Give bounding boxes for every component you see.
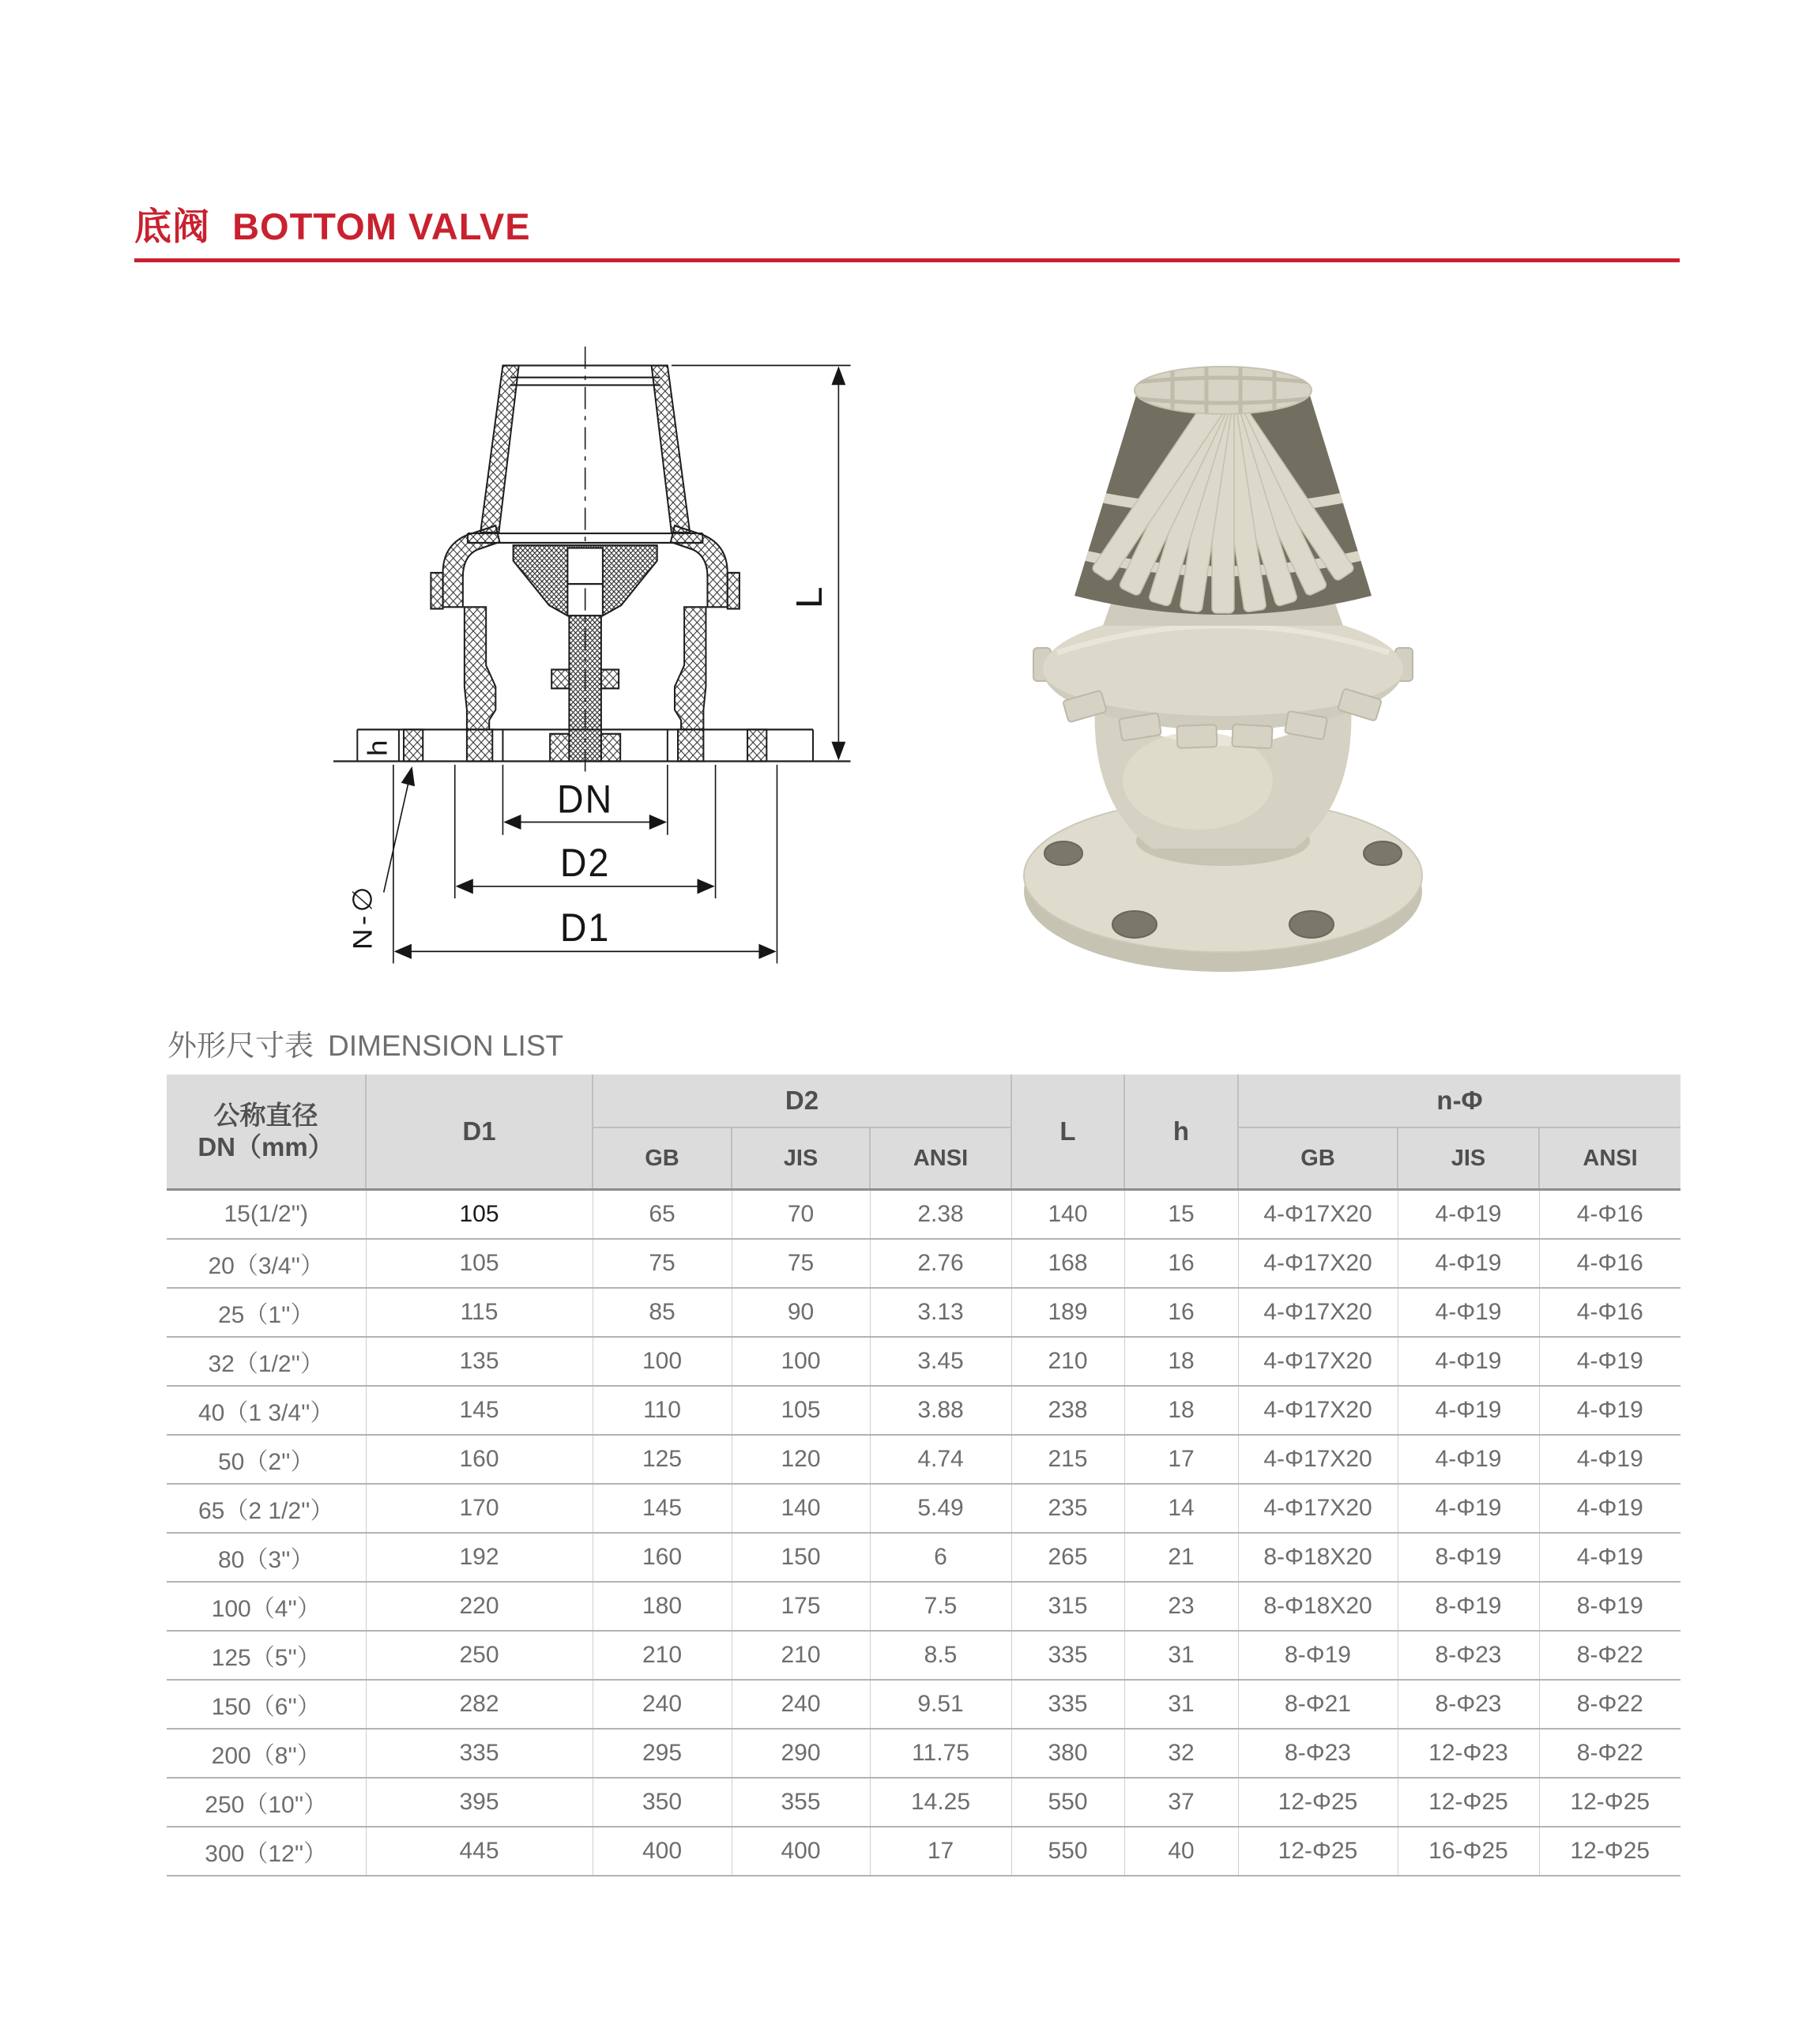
header-nphi-jis: JIS [1398, 1127, 1539, 1190]
table-cell: 145 [366, 1386, 593, 1435]
table-cell: 16 [1124, 1239, 1238, 1288]
table-cell: 215 [1011, 1435, 1124, 1484]
table-row [167, 1631, 1680, 1680]
table-cell: 4-Φ19 [1539, 1337, 1680, 1386]
table-cell: 3.45 [870, 1337, 1011, 1386]
page-title-en: BOTTOM VALVE [232, 205, 531, 247]
table-cell: 31 [1124, 1680, 1238, 1729]
label-l: L [788, 585, 830, 609]
cell-dn-size: 100（4''） [167, 1582, 366, 1631]
table-cell: 210 [732, 1631, 870, 1680]
header-nphi-group: n-Φ [1238, 1075, 1680, 1127]
table-cell: 4-Φ19 [1398, 1288, 1539, 1337]
table-cell: 8-Φ21 [1238, 1680, 1398, 1729]
table-row [167, 1533, 1680, 1582]
dimension-table-body [167, 1190, 1680, 1876]
label-h: h [362, 740, 393, 756]
table-cell: 32 [1124, 1729, 1238, 1778]
table-cell: 4-Φ19 [1398, 1337, 1539, 1386]
cell-dn-size: 32（1/2''） [167, 1337, 366, 1386]
table-cell: 7.5 [870, 1582, 1011, 1631]
table-cell: 335 [366, 1729, 593, 1778]
table-cell: 75 [593, 1239, 732, 1288]
table-cell: 295 [593, 1729, 732, 1778]
cell-dn-size: 250（10''） [167, 1778, 366, 1827]
dimension-table-wrap [167, 1075, 1680, 1876]
table-cell: 160 [366, 1435, 593, 1484]
table-cell: 145 [593, 1484, 732, 1533]
photo-union-nut [1033, 610, 1413, 748]
table-cell: 140 [1011, 1190, 1124, 1240]
cell-dn-size: 15(1/2'') [167, 1190, 366, 1240]
table-cell: 335 [1011, 1680, 1124, 1729]
cell-dn-size: 200（8''） [167, 1729, 366, 1778]
table-cell: 2.76 [870, 1239, 1011, 1288]
bolt-hole [1364, 841, 1402, 865]
dimension-table [167, 1075, 1680, 1876]
leader-n-phi [348, 768, 412, 950]
table-cell: 192 [366, 1533, 593, 1582]
table-row [167, 1190, 1680, 1240]
table-cell: 8-Φ22 [1539, 1729, 1680, 1778]
table-cell: 315 [1011, 1582, 1124, 1631]
photo-strainer-cage [1074, 367, 1372, 615]
table-cell: 220 [366, 1582, 593, 1631]
cell-dn-size: 300（12''） [167, 1827, 366, 1876]
header-d2-group: D2 [593, 1075, 1011, 1127]
header-d1: D1 [366, 1075, 593, 1190]
table-cell: 12-Φ25 [1238, 1778, 1398, 1827]
table-cell: 4-Φ17X20 [1238, 1484, 1398, 1533]
header-d2-ansi: ANSI [870, 1127, 1011, 1190]
table-cell: 550 [1011, 1827, 1124, 1876]
table-cell: 168 [1011, 1239, 1124, 1288]
table-row [167, 1778, 1680, 1827]
table-cell: 170 [366, 1484, 593, 1533]
table-row [167, 1582, 1680, 1631]
label-d1: D1 [559, 905, 611, 950]
table-cell: 4-Φ16 [1539, 1239, 1680, 1288]
table-cell: 355 [732, 1778, 870, 1827]
table-cell: 8-Φ22 [1539, 1680, 1680, 1729]
header-nominal-diameter [167, 1075, 366, 1190]
table-cell: 11.75 [870, 1729, 1011, 1778]
table-cell: 8-Φ18X20 [1238, 1533, 1398, 1582]
table-cell: 12-Φ25 [1398, 1778, 1539, 1827]
table-cell: 240 [593, 1680, 732, 1729]
table-cell: 5.49 [870, 1484, 1011, 1533]
table-cell: 350 [593, 1778, 732, 1827]
table-cell: 282 [366, 1680, 593, 1729]
header-d2-gb: GB [593, 1127, 732, 1190]
cell-dn-size: 125（5''） [167, 1631, 366, 1680]
table-cell: 14.25 [870, 1778, 1011, 1827]
table-cell: 125 [593, 1435, 732, 1484]
table-row [167, 1239, 1680, 1288]
table-cell: 265 [1011, 1533, 1124, 1582]
cell-dn-size: 40（1 3/4''） [167, 1386, 366, 1435]
table-cell: 37 [1124, 1778, 1238, 1827]
table-cell: 8-Φ18X20 [1238, 1582, 1398, 1631]
header-h: h [1124, 1075, 1238, 1190]
table-cell: 14 [1124, 1484, 1238, 1533]
table-cell: 445 [366, 1827, 593, 1876]
cell-dn-size: 150（6''） [167, 1680, 366, 1729]
table-cell: 8-Φ19 [1238, 1631, 1398, 1680]
technical-drawing [201, 340, 881, 1051]
table-cell: 8-Φ23 [1398, 1680, 1539, 1729]
table-cell: 40 [1124, 1827, 1238, 1876]
caption-zh: 外形尺寸表 [167, 1030, 314, 1062]
table-cell: 210 [1011, 1337, 1124, 1386]
label-dn: DN [557, 777, 614, 822]
table-cell: 4.74 [870, 1435, 1011, 1484]
table-cell: 17 [870, 1827, 1011, 1876]
table-row [167, 1288, 1680, 1337]
table-cell: 3.88 [870, 1386, 1011, 1435]
table-cell: 105 [366, 1239, 593, 1288]
table-cell: 150 [732, 1533, 870, 1582]
header-nphi-gb: GB [1238, 1127, 1398, 1190]
table-cell: 4-Φ19 [1398, 1386, 1539, 1435]
table-cell: 9.51 [870, 1680, 1011, 1729]
table-cell: 65 [593, 1190, 732, 1240]
table-cell: 4-Φ19 [1398, 1239, 1539, 1288]
cell-dn-size: 80（3''） [167, 1533, 366, 1582]
cell-dn-size: 25（1''） [167, 1288, 366, 1337]
table-cell: 4-Φ19 [1539, 1484, 1680, 1533]
table-cell: 18 [1124, 1337, 1238, 1386]
dimension-list-caption [167, 1022, 563, 1064]
table-cell: 4-Φ19 [1539, 1386, 1680, 1435]
table-cell: 70 [732, 1190, 870, 1240]
cell-dn-size: 65（2 1/2''） [167, 1484, 366, 1533]
table-cell: 380 [1011, 1729, 1124, 1778]
cell-dn-size: 20（3/4''） [167, 1239, 366, 1288]
header-nominal-diameter-zh: 公称直径 [213, 1101, 318, 1130]
table-cell: 400 [732, 1827, 870, 1876]
table-row [167, 1337, 1680, 1386]
table-cell: 105 [732, 1386, 870, 1435]
table-cell: 140 [732, 1484, 870, 1533]
table-cell: 15 [1124, 1190, 1238, 1240]
dimension-h [363, 740, 393, 756]
page-title [134, 198, 531, 250]
table-cell: 16 [1124, 1288, 1238, 1337]
caption-en: DIMENSION LIST [328, 1030, 564, 1062]
table-cell: 12-Φ23 [1398, 1729, 1539, 1778]
dimension-dn [502, 765, 667, 835]
table-cell: 189 [1011, 1288, 1124, 1337]
table-row [167, 1729, 1680, 1778]
header-nphi-ansi: ANSI [1539, 1127, 1680, 1190]
table-cell: 21 [1124, 1533, 1238, 1582]
table-cell: 16-Φ25 [1398, 1827, 1539, 1876]
table-cell: 4-Φ17X20 [1238, 1386, 1398, 1435]
header-d2-jis: JIS [732, 1127, 870, 1190]
table-row [167, 1386, 1680, 1435]
table-row [167, 1435, 1680, 1484]
table-cell: 115 [366, 1288, 593, 1337]
table-cell: 17 [1124, 1435, 1238, 1484]
bolt-hole [1112, 911, 1157, 938]
page-title-zh: 底阀 [134, 205, 210, 247]
header-nominal-diameter-en: DN（mm） [198, 1132, 334, 1161]
table-cell: 31 [1124, 1631, 1238, 1680]
table-cell: 335 [1011, 1631, 1124, 1680]
table-cell: 290 [732, 1729, 870, 1778]
table-cell: 4-Φ19 [1398, 1484, 1539, 1533]
table-cell: 75 [732, 1239, 870, 1288]
table-cell: 235 [1011, 1484, 1124, 1533]
header-l: L [1011, 1075, 1124, 1190]
table-cell: 4-Φ19 [1539, 1435, 1680, 1484]
table-cell: 8-Φ19 [1398, 1533, 1539, 1582]
table-cell: 6 [870, 1533, 1011, 1582]
table-cell: 105 [366, 1190, 593, 1240]
table-cell: 175 [732, 1582, 870, 1631]
table-cell: 180 [593, 1582, 732, 1631]
table-cell: 12-Φ25 [1539, 1778, 1680, 1827]
table-cell: 2.38 [870, 1190, 1011, 1240]
table-cell: 250 [366, 1631, 593, 1680]
label-n-phi: N-∅ [347, 883, 378, 950]
table-row [167, 1680, 1680, 1729]
table-cell: 4-Φ17X20 [1238, 1288, 1398, 1337]
table-cell: 8-Φ23 [1238, 1729, 1398, 1778]
table-cell: 4-Φ19 [1398, 1190, 1539, 1240]
table-cell: 3.13 [870, 1288, 1011, 1337]
table-row [167, 1827, 1680, 1876]
title-rule [134, 258, 1680, 262]
bolt-hole [1289, 911, 1334, 938]
table-cell: 4-Φ17X20 [1238, 1337, 1398, 1386]
table-cell: 8-Φ22 [1539, 1631, 1680, 1680]
table-cell: 8-Φ23 [1398, 1631, 1539, 1680]
table-cell: 4-Φ19 [1398, 1435, 1539, 1484]
product-photo [1002, 338, 1444, 1010]
table-cell: 18 [1124, 1386, 1238, 1435]
table-cell: 160 [593, 1533, 732, 1582]
bolt-hole [1044, 841, 1082, 865]
table-cell: 8-Φ19 [1398, 1582, 1539, 1631]
table-cell: 400 [593, 1827, 732, 1876]
cell-dn-size: 50（2''） [167, 1435, 366, 1484]
table-cell: 395 [366, 1778, 593, 1827]
table-cell: 12-Φ25 [1539, 1827, 1680, 1876]
table-cell: 23 [1124, 1582, 1238, 1631]
table-cell: 4-Φ17X20 [1238, 1190, 1398, 1240]
table-cell: 90 [732, 1288, 870, 1337]
table-cell: 110 [593, 1386, 732, 1435]
table-cell: 8-Φ19 [1539, 1582, 1680, 1631]
table-cell: 4-Φ17X20 [1238, 1239, 1398, 1288]
table-cell: 85 [593, 1288, 732, 1337]
table-cell: 4-Φ17X20 [1238, 1435, 1398, 1484]
table-cell: 4-Φ19 [1539, 1533, 1680, 1582]
table-row [167, 1484, 1680, 1533]
table-cell: 100 [732, 1337, 870, 1386]
table-cell: 210 [593, 1631, 732, 1680]
table-cell: 4-Φ16 [1539, 1288, 1680, 1337]
table-cell: 100 [593, 1337, 732, 1386]
table-cell: 120 [732, 1435, 870, 1484]
table-cell: 240 [732, 1680, 870, 1729]
label-d2: D2 [559, 841, 611, 886]
table-cell: 12-Φ25 [1238, 1827, 1398, 1876]
table-cell: 135 [366, 1337, 593, 1386]
table-cell: 550 [1011, 1778, 1124, 1827]
table-cell: 8.5 [870, 1631, 1011, 1680]
table-cell: 238 [1011, 1386, 1124, 1435]
table-cell: 4-Φ16 [1539, 1190, 1680, 1240]
